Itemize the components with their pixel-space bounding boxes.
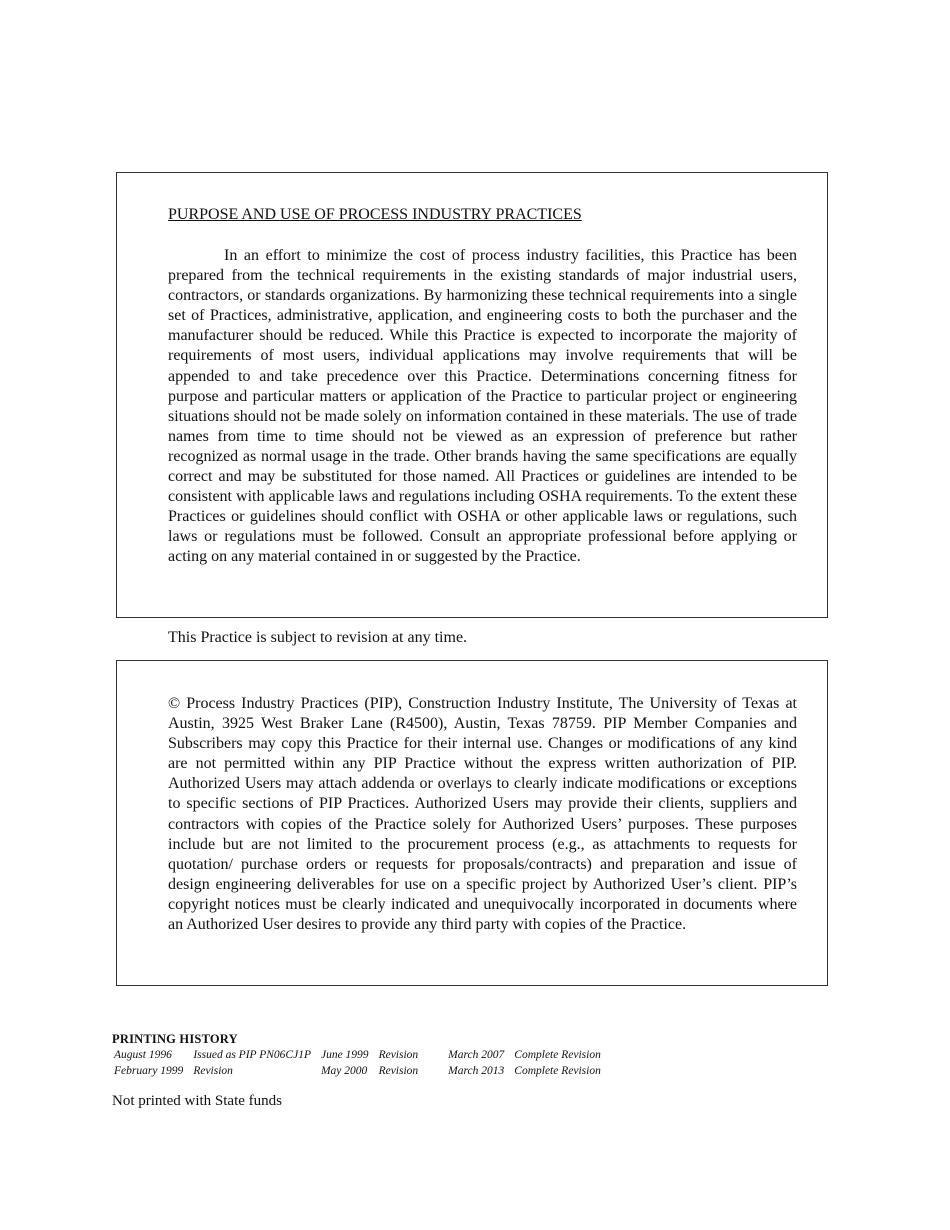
history-event: Issued as PIP PN06CJ1P (193, 1049, 311, 1061)
table-row (112, 1064, 609, 1080)
history-event: Complete Revision (514, 1064, 601, 1077)
copyright-box (116, 660, 828, 986)
history-event: Revision (378, 1064, 419, 1077)
history-date: June 1999 (320, 1049, 369, 1061)
purpose-title: PURPOSE AND USE OF PROCESS INDUSTRY PRACTICES (168, 206, 582, 223)
history-event: Revision (378, 1049, 419, 1061)
history-event: Complete Revision (514, 1049, 601, 1061)
footer-note: Not printed with State funds (112, 1093, 282, 1109)
purpose-paragraph: In an effort to minimize the cost of process industry facilities, this Practice has been prepared from the technical requirements in the existing standards of major industrial users, contractors, or standards organizations. By harmonizing these technical requirements into a single set of Practices, administrative, application, and engineering costs to both the purchaser and the manufacturer should be reduced. While this Practice is expected to incorporate the majority of requirements of most users, individual applications may involve requirements that will be appended to and take precedence over this Practice. Determinations concerning fitness for purpose and particular matters or application of the Practice to particular project or engineering situations should not be made solely on information contained in these materials. The use of trade names from time to time should not be viewed as an expression of preference but rather recognized as normal usage in the trade. Other brands having the same specifications are equally correct and may be substituted for those named. All Practices or guidelines are intended to be consistent with applicable laws and regulations including OSHA requirements. To the extent these Practices or guidelines should conflict with OSHA or other applicable laws or regulations, such laws or regulations must be followed. Consult an appropriate professional before applying or acting on any material contained in or suggested by the Practice. (168, 247, 797, 566)
history-date: August 1996 (114, 1049, 172, 1061)
history-date: March 2013 (448, 1064, 505, 1077)
history-date: February 1999 (114, 1064, 184, 1077)
copyright-paragraph: © Process Industry Practices (PIP), Construction Industry Institute, The University of Texas at Austin, 3925 West Braker Lane (R4500), Austin, Texas 78759. PIP Member Companies and Subscribers may copy this Practice for their internal use. Changes or modifications of any kind are not permitted within any PIP Practice without the express written authorization of PIP. Authorized Users may attach addenda or overlays to clearly indicate modifications or exceptions to specific sections of PIP Practices. Authorized Users may provide their clients, suppliers and contractors with copies of the Practice solely for Authorized Users’ purposes. These purposes include but are not limited to the procurement process (e.g., as attachments to requests for quotation/ purchase orders or requests for proposals/contracts) and preparation and issue of design engineering deliverables for use on a specific project by Authorized User’s client. PIP’s copyright notices must be clearly indicated and unequivocally incorporated in documents where an Authorized User desires to provide any third party with copies of the Practice. (168, 695, 797, 934)
history-date: March 2007 (448, 1049, 505, 1061)
printing-history-table (112, 1048, 609, 1079)
history-event: Revision (193, 1064, 233, 1077)
history-date: May 2000 (320, 1064, 368, 1077)
printing-history (112, 1032, 732, 1079)
printing-history-heading: PRINTING HISTORY (112, 1032, 238, 1046)
purpose-box (116, 172, 828, 618)
revision-note: This Practice is subject to revision at any time. (168, 629, 468, 646)
table-row (112, 1048, 609, 1064)
